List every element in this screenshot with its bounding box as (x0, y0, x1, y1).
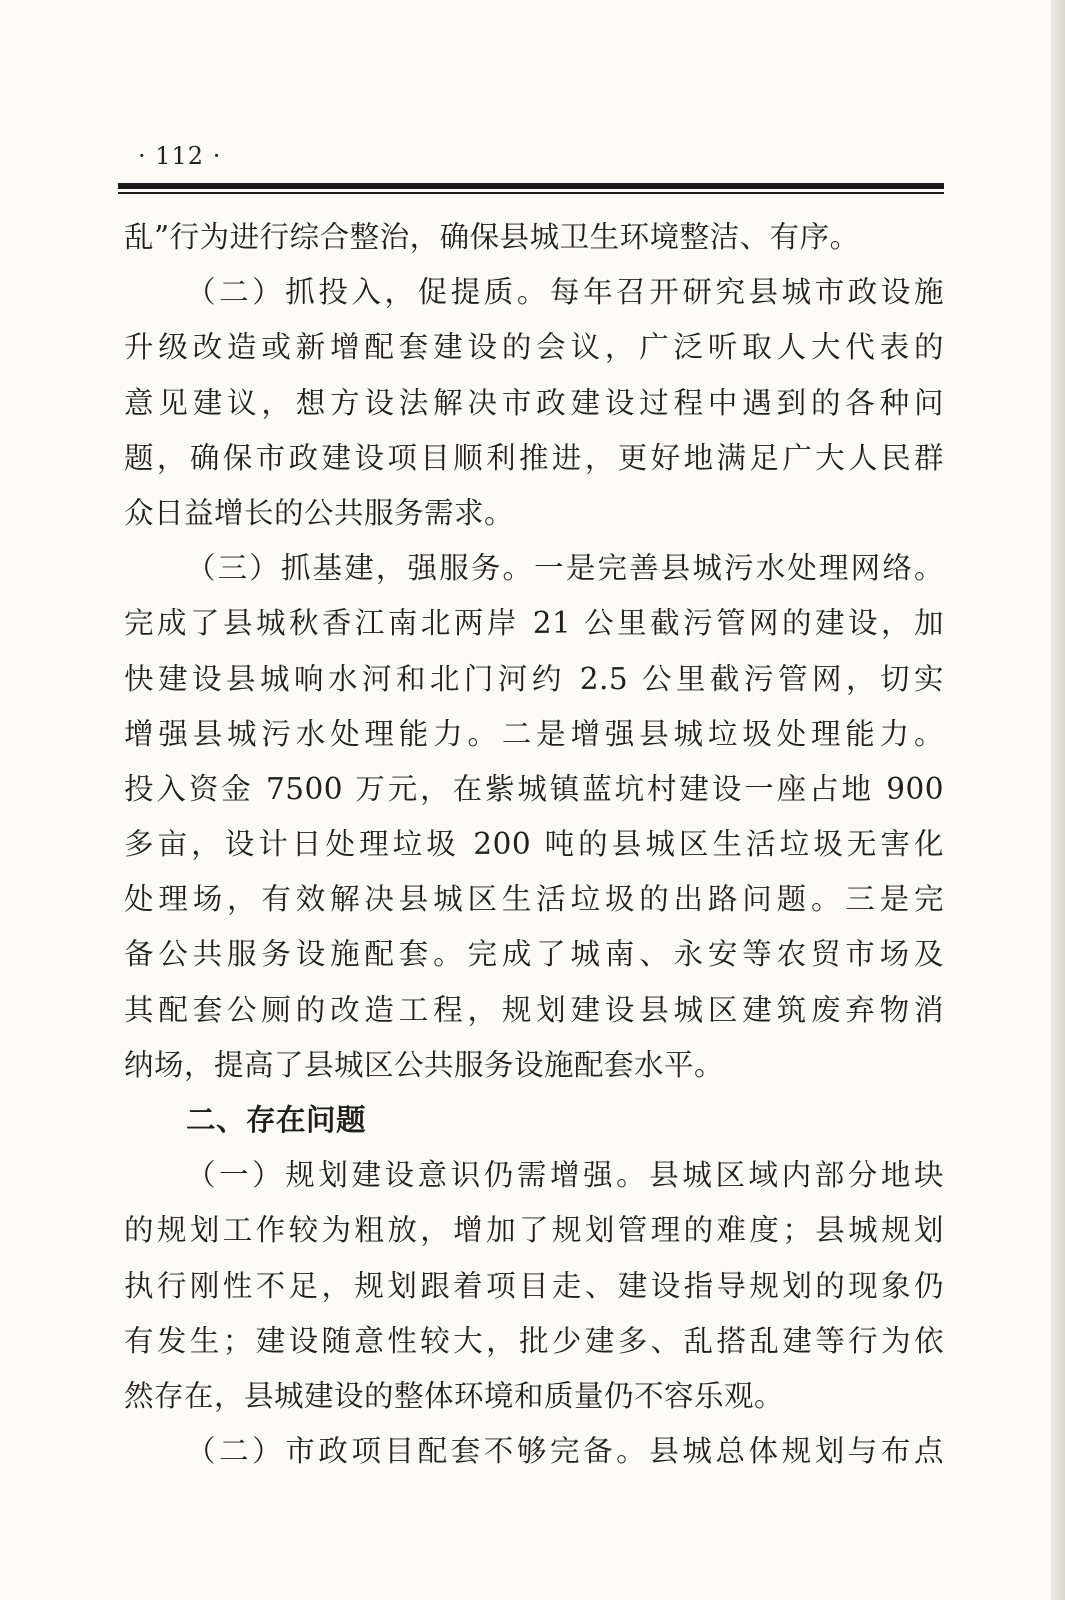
text-line: 执行刚性不足，规划跟着项目走、建设指导规划的现象仍 (124, 1268, 944, 1303)
section-heading: 二、存在问题 (186, 1103, 367, 1137)
header-rule-thick (118, 183, 944, 189)
paragraph-start-line: （三）抓基建，强服务。一是完善县城污水处理网络。 (186, 551, 944, 586)
paragraph-start-line: （一）规划建设意识仍需增强。县城区域内部分地块 (186, 1158, 944, 1193)
body-text (124, 210, 944, 1479)
paragraph-start-line: （二）抓投入，促提质。每年召开研究县城市政设施 (186, 275, 944, 310)
text-line: 增强县城污水处理能力。二是增强县城垃圾处理能力。 (124, 716, 944, 751)
text-line: 处理场，有效解决县城区生活垃圾的出路问题。三是完 (124, 882, 944, 917)
text-line: 意见建议，想方设法解决市政建设过程中遇到的各种问 (124, 385, 944, 420)
text-line: 其配套公厕的改造工程，规划建设县城区建筑废弃物消 (124, 992, 944, 1027)
text-line: 的规划工作较为粗放，增加了规划管理的难度；县城规划 (124, 1213, 944, 1248)
text-line: 备公共服务设施配套。完成了城南、永安等农贸市场及 (124, 937, 944, 972)
text-line: 投入资金 7500 万元，在紫城镇蓝坑村建设一座占地 900 (124, 771, 944, 806)
text-line: 完成了县城秋香江南北两岸 21 公里截污管网的建设，加 (124, 606, 944, 641)
text-line: 有发生；建设随意性较大，批少建多、乱搭乱建等行为依 (124, 1323, 944, 1358)
text-line: 然存在，县城建设的整体环境和质量仍不容乐观。 (124, 1378, 785, 1413)
header-rule-thin (118, 192, 944, 194)
paragraph-start-line: （二）市政项目配套不够完备。县城总体规划与布点 (186, 1434, 944, 1469)
text-line: 多亩，设计日处理垃圾 200 吨的县城区生活垃圾无害化 (124, 827, 944, 862)
text-line: 快建设县城响水河和北门河约 2.5 公里截污管网，切实 (124, 661, 944, 696)
text-line: 纳场，提高了县城区公共服务设施配套水平。 (124, 1047, 725, 1082)
page-number: · 112 · (138, 142, 222, 170)
text-line: 众日益增长的公共服务需求。 (124, 495, 515, 530)
text-line: 升级改造或新增配套建设的会议，广泛听取人大代表的 (124, 330, 944, 365)
text-line: 题，确保市政建设项目顺利推进，更好地满足广大人民群 (124, 440, 944, 475)
text-line: 乱”行为进行综合整治，确保县城卫生环境整洁、有序。 (124, 220, 860, 254)
page-edge-shadow (1051, 0, 1065, 1600)
